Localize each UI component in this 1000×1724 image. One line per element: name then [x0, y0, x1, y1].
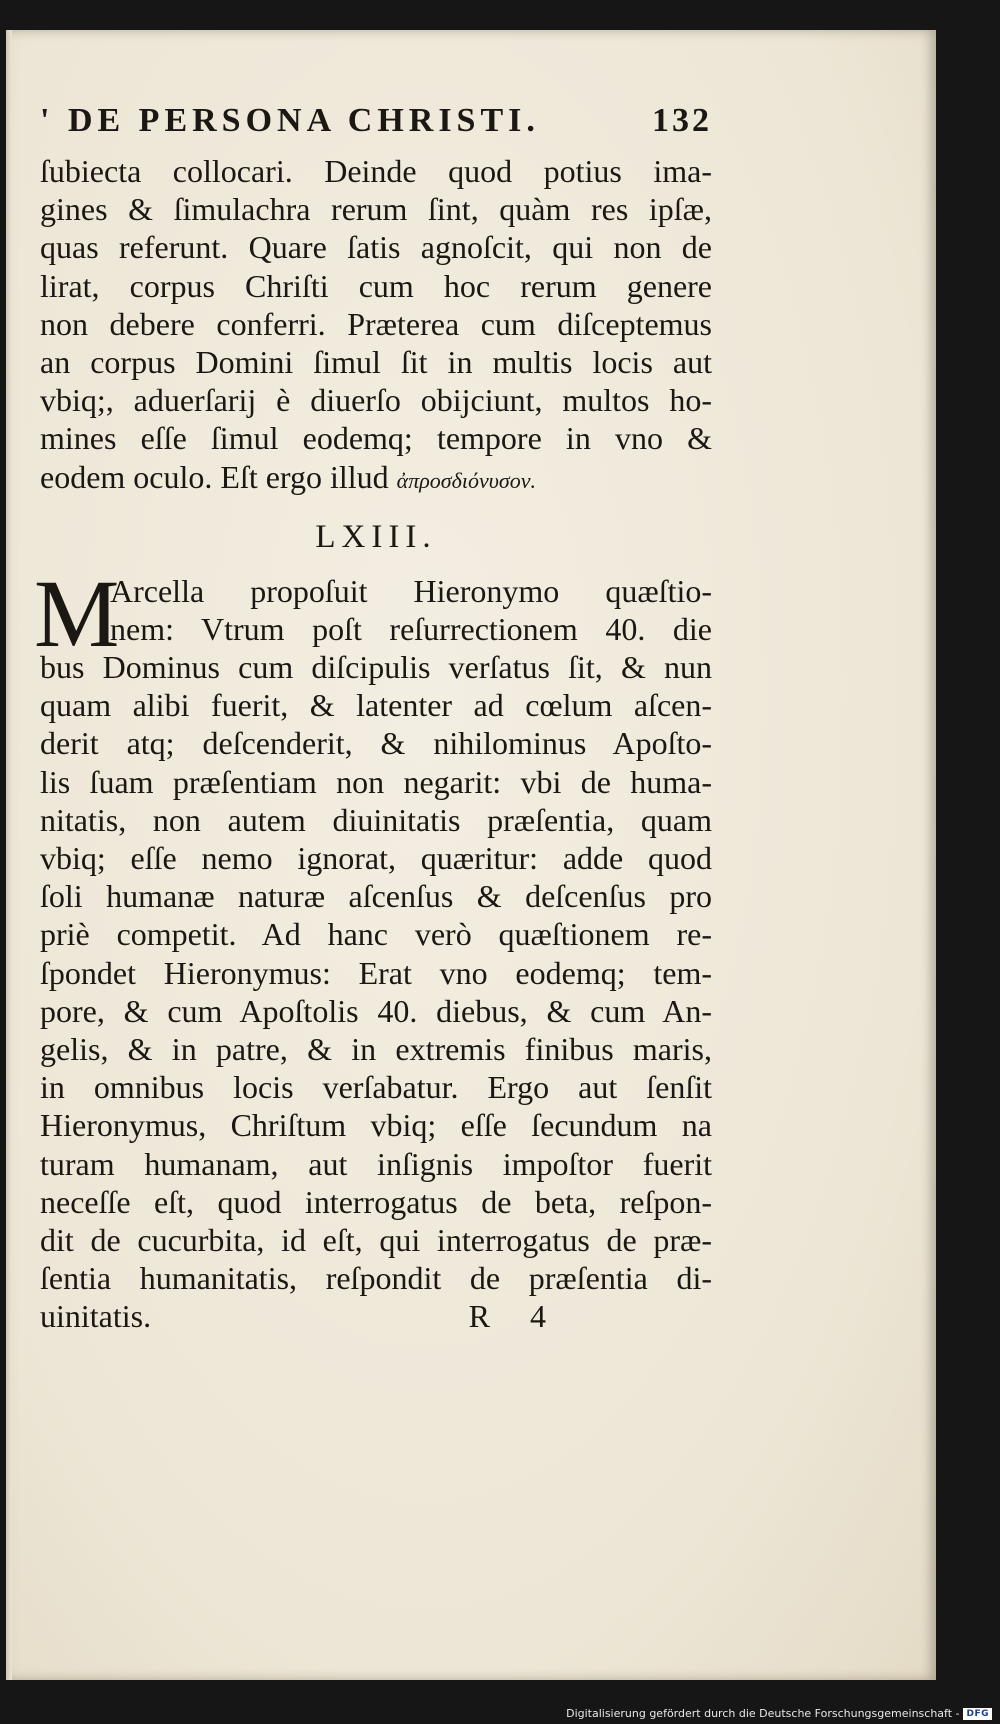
text-line: ſoli humanæ naturæ aſcenſus & deſcenſus pro: [40, 878, 712, 915]
page-number: 132: [652, 102, 712, 139]
signature-mark: R 4: [468, 1298, 562, 1335]
text-line: bus Dominus cum diſcipulis verſatus ſit, & nun: [40, 649, 712, 686]
book-page: [6, 30, 936, 1680]
text-line: non debere conferri. Præterea cum diſceptemus: [40, 305, 712, 342]
running-header: [40, 94, 712, 148]
page-gutter: [6, 30, 12, 1680]
text-line: Arcella propoſuit Hieronymo quæſtio-: [110, 572, 712, 609]
text-line: quam alibi fuerit, & latenter ad cœlum aſcen-: [40, 687, 712, 724]
text-line: priè competit. Ad hanc verò quæſtionem re-: [40, 916, 712, 953]
paragraph-1: [40, 152, 712, 496]
running-title: [40, 94, 540, 148]
text-line: gelis, & in patre, & in extremis finibus maris,: [40, 1030, 712, 1067]
text-block: [34, 94, 712, 1335]
text-line: lis ſuam præſentiam non negarit: vbi de huma-: [40, 763, 712, 800]
text-line: derit atq; deſcenderit, & nihilominus Apoſto-: [40, 725, 712, 762]
digitization-note: Digitalisierung gefördert durch die Deutsche Forschungsgemeinschaft -: [566, 1707, 960, 1720]
section-heading: LXIII.: [315, 518, 437, 555]
line-text: uinitatis.: [40, 1298, 152, 1335]
text-line-last: [40, 458, 712, 496]
greek-word: ἀπροσδιόνυσον.: [396, 467, 536, 493]
line-text: eodem oculo. Eſt ergo illud: [40, 458, 389, 495]
digitization-credit: [566, 1707, 992, 1720]
text-line: turam humanam, aut inſignis impoſtor fuerit: [40, 1145, 712, 1182]
paragraph-2: [34, 559, 712, 1336]
text-line: Hieronymus, Chriſtum vbiq; eſſe ſecundum na: [40, 1107, 712, 1144]
text-line: vbiq;, aduerſarij è diuerſo obijciunt, multos ho-: [40, 382, 712, 419]
text-line: ſubiecta collocari. Deinde quod potius ima-: [40, 153, 712, 189]
text-line: vbiq; eſſe nemo ignorat, quæritur: adde quod: [40, 840, 712, 876]
text-line: ſentia humanitatis, reſpondit de præſentia di-: [40, 1260, 712, 1297]
text-line: ſpondet Hieronymus: Erat vno eodemq; tem-: [40, 954, 712, 991]
text-line: dit de cucurbita, id eſt, qui interrogatus de præ-: [40, 1221, 712, 1258]
header-title: DE PERSONA CHRISTI.: [67, 102, 540, 139]
text-line: gines & ſimulachra rerum ſint, quàm res ipſæ,: [40, 191, 712, 228]
final-line: [40, 1297, 712, 1335]
header-marker: ': [40, 102, 55, 139]
text-line: an corpus Domini ſimul ſit in multis locis aut: [40, 343, 712, 380]
text-line: in omnibus locis verſabatur. Ergo aut ſenſit: [40, 1069, 712, 1106]
text-line: pore, & cum Apoſtolis 40. diebus, & cum An-: [40, 992, 712, 1029]
dfg-logo-icon: DFG: [963, 1708, 992, 1720]
text-line: lirat, corpus Chriſti cum hoc rerum genere: [40, 267, 712, 304]
text-line: neceſſe eſt, quod interrogatus de beta, reſpon-: [40, 1183, 712, 1220]
text-line: nitatis, non autem diuinitatis præſentia, quam: [40, 801, 712, 838]
text-line: mines eſſe ſimul eodemq; tempore in vno &: [40, 420, 712, 457]
drop-cap: M: [34, 559, 120, 667]
text-line: nem: Vtrum poſt reſurrectionem 40. die: [110, 610, 712, 647]
text-line: quas referunt. Quare ſatis agnoſcit, qui non de: [40, 229, 712, 266]
